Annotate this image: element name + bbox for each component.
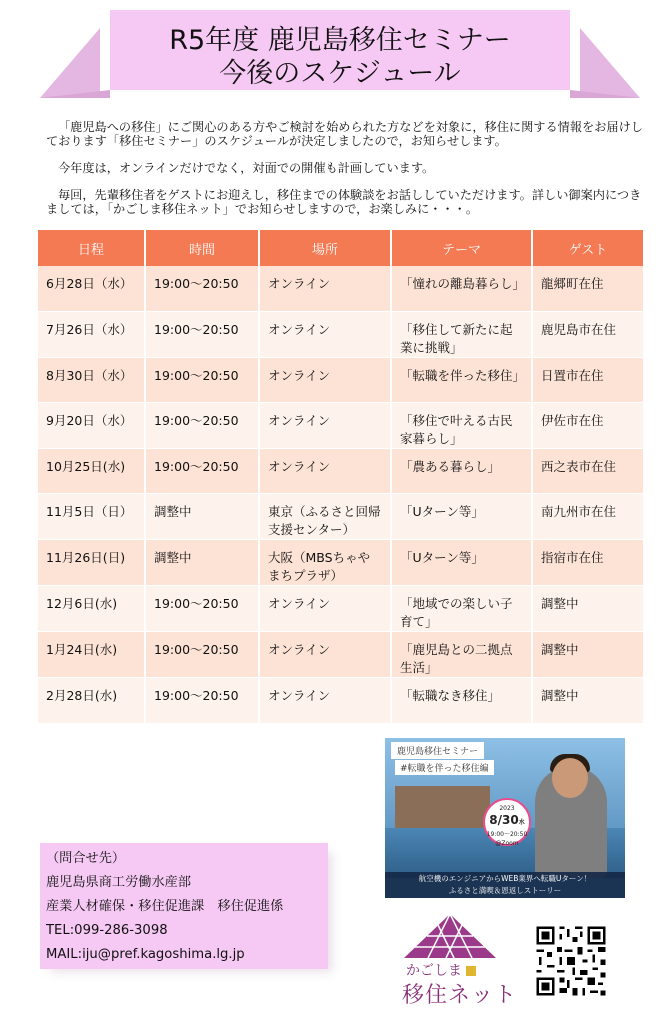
header-time: 時間 (145, 230, 259, 266)
cell-place: オンライン (259, 631, 391, 677)
intro-paragraph-3: 毎回，先輩移住者をゲストにお迎えし，移住までの体験談をお話ししていただけます。詳しい御案内につきましては，「かごしま移住ネット」でお知らせしますので，お楽しみに・・・。 (46, 188, 642, 216)
cell-guest: 調整中 (532, 631, 644, 677)
schedule-table (38, 230, 645, 724)
page-title (40, 24, 640, 90)
contact-division: 産業人材確保・移住促進課 移住促進係 (46, 899, 284, 914)
contact-phone[interactable]: TEL:099-286-3098 (46, 923, 168, 938)
cell-date: 2月28日(水) (38, 677, 145, 723)
cell-date: 7月26日（水） (38, 311, 145, 357)
intro-paragraph-1: 「鹿児島への移住」にご関心のある方やご検討を始められた方などを対象に，移住に関する情報をお届けしております「移住セミナー」のスケジュールが決定しましたので，お知らせします。 (46, 120, 643, 148)
cell-guest: 調整中 (532, 585, 644, 631)
cell-place: オンライン (259, 357, 391, 402)
intro-text (46, 120, 646, 229)
header-date: 日程 (38, 230, 145, 266)
header-theme: テーマ (391, 230, 532, 266)
badge-weekday: 水 (518, 819, 525, 826)
contact-box (40, 843, 328, 969)
logo-line-2: 移住ネット (402, 983, 518, 1008)
cell-place: オンライン (259, 402, 391, 448)
promo-sublabel: #転職を伴った移住編 (395, 760, 494, 775)
header-guest: ゲスト (532, 230, 644, 266)
cell-time: 19:00～20:50 (145, 631, 259, 677)
cell-theme: 「鹿児島との二拠点生活」 (391, 631, 532, 677)
table-row (38, 402, 644, 448)
photo-person-head (552, 758, 588, 798)
cell-place: オンライン (259, 585, 391, 631)
title-line-1: R5年度 鹿児島移住セミナー (169, 25, 511, 56)
cell-date: 8月30日（水） (38, 357, 145, 402)
cell-time: 19:00～20:50 (145, 357, 259, 402)
cell-guest: 指宿市在住 (532, 539, 644, 585)
photo-building (395, 786, 490, 828)
logo-square-icon (466, 966, 476, 976)
cell-time: 19:00～20:50 (145, 266, 259, 311)
caption-line-1: 航空機のエンジニアからWEB業界へ転職Uターン！ (418, 874, 592, 883)
date-badge (483, 798, 531, 846)
cell-theme: 「移住して新たに起業に挑戦」 (391, 311, 532, 357)
cell-theme: 「転職を伴った移住」 (391, 357, 532, 402)
cell-place: オンライン (259, 677, 391, 723)
table-row (38, 357, 644, 402)
table-row (38, 493, 644, 539)
table-row (38, 677, 644, 723)
cell-date: 11月5日（日） (38, 493, 145, 539)
table-row (38, 448, 644, 493)
contact-heading: （問合せ先） (46, 851, 126, 866)
table-row (38, 539, 644, 585)
cell-date: 10月25日(水) (38, 448, 145, 493)
table-row (38, 631, 644, 677)
badge-year: 2023 (499, 805, 515, 812)
badge-date: 8/30 (489, 813, 519, 827)
qr-code[interactable] (534, 924, 608, 998)
cell-guest: 調整中 (532, 677, 644, 723)
contact-department: 鹿児島県商工労働水産部 (46, 875, 192, 890)
cell-guest: 鹿児島市在住 (532, 311, 644, 357)
roof-icon (402, 912, 498, 960)
cell-place: 大阪（MBSちゃやまちプラザ） (259, 539, 391, 585)
promo-label: 鹿児島移住セミナー (391, 742, 484, 759)
cell-theme: 「農ある暮らし」 (391, 448, 532, 493)
cell-place: 東京（ふるさと回帰支援センター） (259, 493, 391, 539)
cell-place: オンライン (259, 311, 391, 357)
cell-time: 19:00～20:50 (145, 448, 259, 493)
cell-guest: 西之表市在住 (532, 448, 644, 493)
caption-line-2: ふるさと満喫＆恩返しストーリー (448, 886, 562, 895)
table-row (38, 266, 644, 311)
cell-date: 11月26日(日) (38, 539, 145, 585)
cell-theme: 「転職なき移住」 (391, 677, 532, 723)
cell-guest: 伊佐市在住 (532, 402, 644, 448)
badge-time: 19:00～20:50 (486, 831, 528, 838)
cell-date: 12月6日(水) (38, 585, 145, 631)
cell-guest: 日置市在住 (532, 357, 644, 402)
table-row (38, 311, 644, 357)
badge-platform: @Zoom (495, 840, 519, 847)
cell-time: 19:00～20:50 (145, 311, 259, 357)
cell-theme: 「Uターン等」 (391, 493, 532, 539)
cell-time: 19:00～20:50 (145, 402, 259, 448)
cell-theme: 「移住で叶える古民家暮らし」 (391, 402, 532, 448)
cell-time: 調整中 (145, 539, 259, 585)
cell-date: 1月24日(水) (38, 631, 145, 677)
cell-place: オンライン (259, 448, 391, 493)
cell-date: 6月28日（水） (38, 266, 145, 311)
cell-guest: 龍郷町在住 (532, 266, 644, 311)
table-row (38, 585, 644, 631)
seminar-promo-image[interactable] (385, 738, 625, 898)
title-line-2: 今後のスケジュール (219, 58, 461, 89)
cell-theme: 「地域での楽しい子育て」 (391, 585, 532, 631)
contact-email[interactable]: MAIL:iju@pref.kagoshima.lg.jp (46, 947, 245, 962)
title-ribbon (40, 10, 640, 102)
cell-theme: 「憧れの離島暮らし」 (391, 266, 532, 311)
cell-guest: 南九州市在住 (532, 493, 644, 539)
logo-line-1: かごしま (406, 963, 462, 979)
kagoshima-iju-net-logo[interactable] (398, 912, 518, 1012)
cell-time: 19:00～20:50 (145, 677, 259, 723)
cell-time: 19:00～20:50 (145, 585, 259, 631)
cell-place: オンライン (259, 266, 391, 311)
promo-caption (385, 872, 625, 898)
table-header-row (38, 230, 644, 266)
cell-time: 調整中 (145, 493, 259, 539)
qr-code-icon (534, 924, 608, 998)
header-place: 場所 (259, 230, 391, 266)
cell-date: 9月20日（水） (38, 402, 145, 448)
cell-theme: 「Uターン等」 (391, 539, 532, 585)
intro-paragraph-2: 今年度は，オンラインだけでなく，対面での開催も計画しています。 (58, 161, 435, 175)
